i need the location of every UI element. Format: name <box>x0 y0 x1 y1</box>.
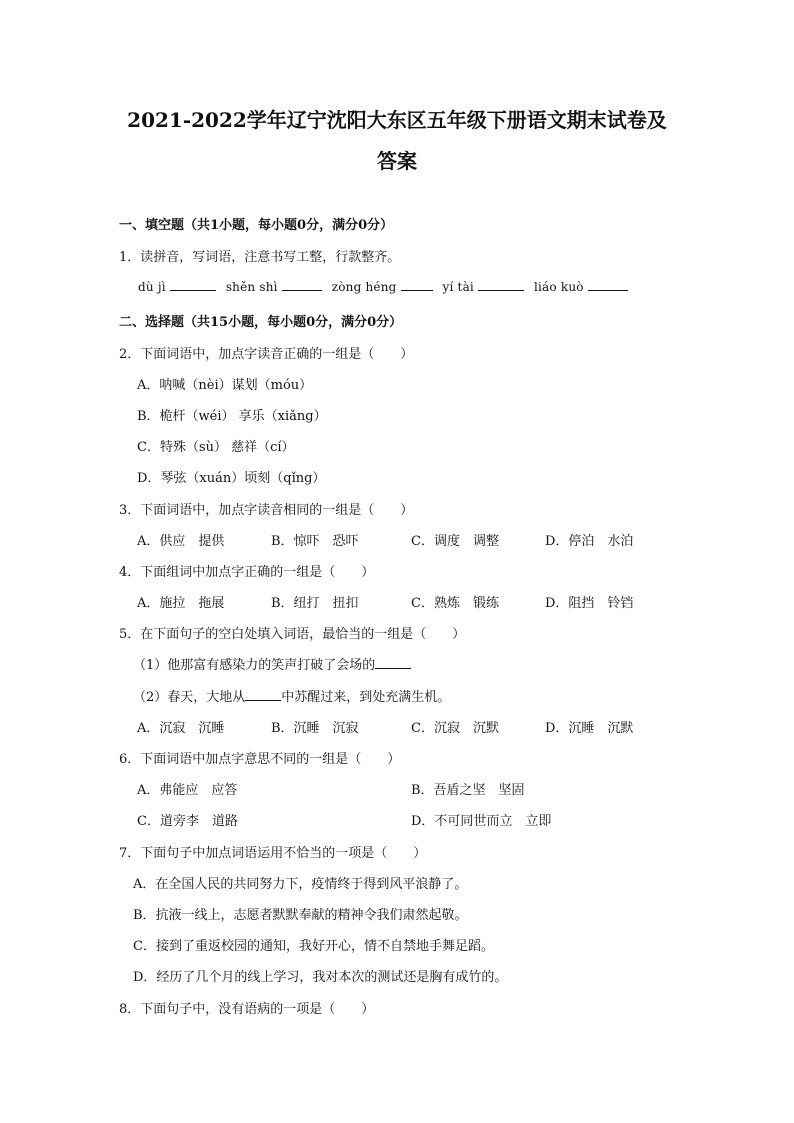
pinyin-2: shěn shì <box>225 280 278 294</box>
q3-option-d: D．停泊 水泊 <box>545 534 634 549</box>
question-3-stem: 3．下面词语中，加点字读音相同的一组是（ ） <box>119 503 414 518</box>
answer-blank-4[interactable] <box>478 280 524 291</box>
q7-option-c: C．接到了重返校园的通知，我好开心，情不自禁地手舞足蹈。 <box>133 939 494 954</box>
q6-option-b: B．吾盾之坚 坚固 <box>411 783 525 798</box>
section-heading-fill-in: 一、填空题（共1小题，每小题0分，满分0分） <box>119 218 394 233</box>
q4-option-d: D．阻挡 铃铛 <box>545 596 634 611</box>
q5-blank-2[interactable] <box>245 689 281 701</box>
q3-option-c: C．调度 调整 <box>411 534 499 549</box>
question-7-stem: 7．下面句子中加点词语运用不恰当的一项是（ ） <box>119 846 427 861</box>
answer-blank-1[interactable] <box>170 280 216 291</box>
q6-option-c: C．道旁李 道路 <box>137 814 238 829</box>
document-title-line1: 2021-2022学年辽宁沈阳大东区五年级下册语文期末试卷及 <box>127 108 667 132</box>
question-2-stem: 2．下面词语中，加点字读音正确的一组是（ ） <box>119 347 414 362</box>
q5-blank-1[interactable] <box>375 657 411 669</box>
pinyin-4: yí tài <box>442 280 474 294</box>
q5-option-a: A．沉寂 沉睡 <box>137 721 225 736</box>
document-title-line2: 答案 <box>377 149 417 173</box>
q5-option-c: C．沉寂 沉默 <box>411 721 499 736</box>
section-heading-choice: 二、选择题（共15小题，每小题0分，满分0分） <box>119 315 403 330</box>
q2-option-a: A．呐喊（nèi）谋划（móu） <box>137 378 313 393</box>
q6-option-d: D．不可同世而立 立即 <box>411 814 552 829</box>
q4-option-a: A．施拉 拖展 <box>137 596 225 611</box>
question-4-stem: 4．下面组词中加点字正确的一组是（ ） <box>119 565 375 580</box>
pinyin-3: zòng héng <box>331 280 397 294</box>
q5-option-b: B．沉睡 沉寂 <box>271 721 359 736</box>
q3-option-b: B．惊吓 恐吓 <box>271 534 359 549</box>
q2-option-c: C．特殊（sù） 慈祥（cí） <box>137 440 295 455</box>
pinyin-1: dù jì <box>138 280 166 294</box>
question-1-stem: 1．读拼音，写词语，注意书写工整，行款整齐。 <box>119 250 401 265</box>
q7-option-b: B．抗液一线上，志愿者默默奉献的精神令我们肃然起敬。 <box>133 908 468 923</box>
answer-blank-5[interactable] <box>588 280 628 291</box>
answer-blank-3[interactable] <box>401 280 433 291</box>
q4-option-c: C．熟炼 锻练 <box>411 596 499 611</box>
question-5-stem: 5．在下面句子的空白处填入词语，最恰当的一组是（ ） <box>119 627 466 642</box>
question-8-stem: 8．下面句子中，没有语病的一项是（ ） <box>119 1002 375 1017</box>
q3-option-a: A．供应 提供 <box>137 534 225 549</box>
q4-option-b: B．纽打 扭扣 <box>271 596 359 611</box>
q5-sentence-1 <box>133 654 411 673</box>
q5-option-d: D．沉睡 沉默 <box>545 721 634 736</box>
q5-sentence-1-text: （1）他那富有感染力的笑声打破了会场的 <box>133 658 376 673</box>
q5-sentence-2-text-a: （2）春天，大地从 <box>133 690 246 705</box>
answer-blank-2[interactable] <box>282 280 322 291</box>
question-6-stem: 6．下面词语中加点字意思不同的一组是（ ） <box>119 752 401 767</box>
q7-option-d: D．经历了几个月的线上学习，我对本次的测试还是胸有成竹的。 <box>133 970 508 985</box>
q5-sentence-2-text-b: 中苏醒过来，到处充满生机。 <box>281 690 451 705</box>
q6-option-a: A．弗能应 应答 <box>137 783 238 798</box>
q1-pinyin-row <box>138 280 634 294</box>
pinyin-5: liáo kuò <box>533 280 584 294</box>
q7-option-a: A．在全国人民的共同努力下，疫情终于得到风平浪静了。 <box>133 877 468 892</box>
q2-option-b: B．桅杆（wéi） 享乐（xiǎng） <box>137 409 327 424</box>
q5-sentence-2 <box>133 686 450 705</box>
q2-option-d: D．琴弦（xuán）顷刻（qǐng） <box>137 471 326 486</box>
